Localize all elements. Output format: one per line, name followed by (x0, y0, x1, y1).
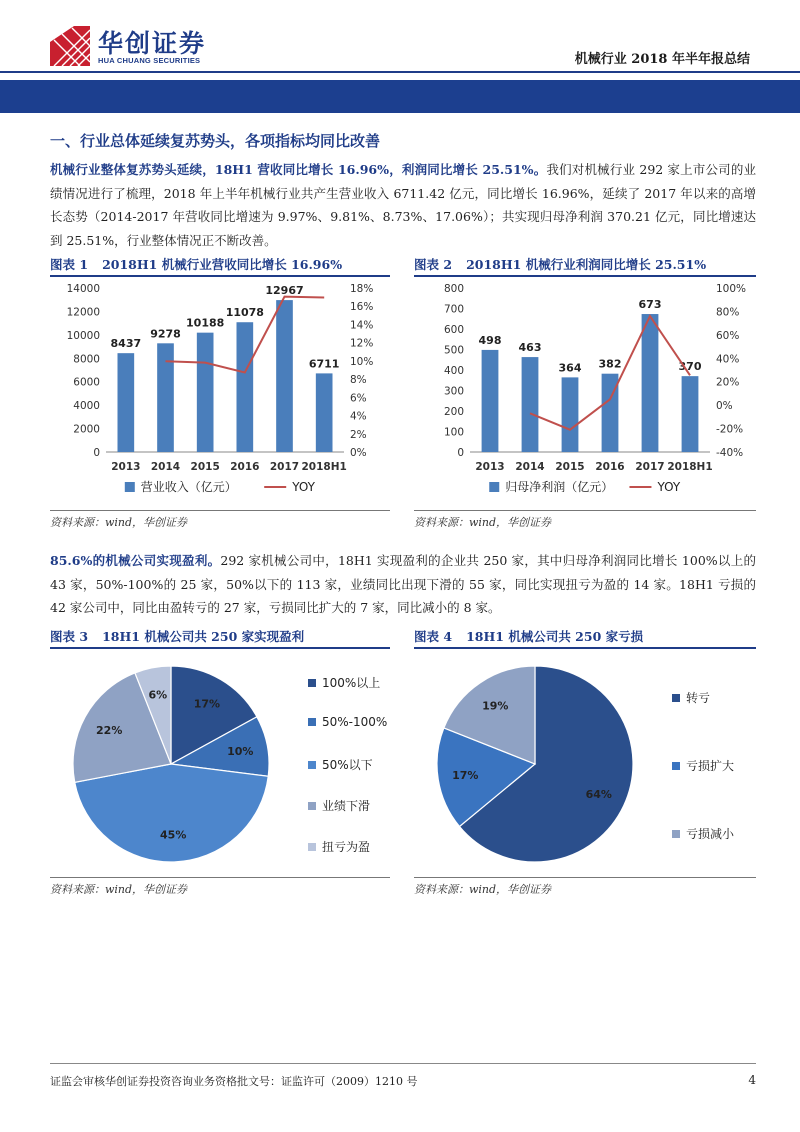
profit-data-label: 370 (678, 360, 702, 374)
profit-distribution-pie (50, 652, 290, 872)
profit-bar (482, 350, 499, 452)
profit-y-tick: 200 (443, 406, 464, 418)
revenue-y-tick: 4000 (73, 400, 100, 413)
revenue-y2-tick: 18% (350, 283, 374, 295)
revenue-bar (237, 322, 254, 452)
profit-y2-tick: -20% (716, 423, 744, 436)
profit-pie-legend-swatch (308, 843, 316, 851)
profit-pie-legend-swatch (308, 802, 316, 810)
profit-legend-bar-label: 归母净利润（亿元） (505, 480, 614, 494)
profit-bar (682, 376, 699, 452)
profit-x-tick: 2014 (515, 461, 545, 473)
profit-pie-legend-label: 50%-100% (322, 715, 388, 729)
revenue-y2-tick: 12% (350, 337, 374, 350)
revenue-y-tick: 12000 (66, 306, 100, 319)
loss-pie-legend-item (672, 689, 710, 706)
profit-y-tick: 700 (443, 303, 464, 316)
paragraph-body: 292 家机械公司中，18H1 实现盈利的企业共 250 家，其中归母净利润同比增长 100%以上的 43 家，50%-100%的 25 家，50%以下的 113 家，业绩同比出现下滑的 55 家，同比实现扭亏为盈的 14 家。18H1 亏损的 42 家公司中，同比由盈转亏的 27 家，亏损同比扩大的 7 家，同比减小的 8 家。 (50, 553, 756, 616)
figure-2-source-rule (414, 510, 756, 511)
figure-4-number: 图表 4 (414, 629, 453, 644)
figure-2-rule (414, 275, 756, 277)
revenue-y2-tick: 10% (350, 355, 374, 368)
profit-pie-legend-swatch (308, 718, 316, 726)
profit-data-label: 498 (478, 333, 502, 347)
paragraph-lead: 85.6%的机械公司实现盈利。 (50, 553, 221, 568)
figure-4-rule (414, 647, 756, 649)
page-number: 4 (748, 1073, 756, 1087)
revenue-bar (316, 373, 333, 452)
loss-pie-legend-label: 亏损减小 (686, 827, 735, 841)
figure-1-source: 资料来源：wind，华创证券 (50, 516, 188, 529)
profit-y-tick: 100 (443, 426, 464, 439)
loss-pie-legend-item (672, 825, 734, 842)
report-name: 机械行业 2018 年半年报总结 (574, 52, 750, 67)
profit-pie-legend-label: 扭亏为盈 (322, 840, 371, 854)
profit-chart (414, 278, 756, 506)
profit-pie-legend-swatch (308, 761, 316, 769)
revenue-y-tick: 8000 (73, 353, 100, 366)
profit-bar (642, 314, 659, 452)
footer-license: 证监会审核华创证券投资咨询业务资格批文号：证监许可（2009）1210 号 (50, 1075, 418, 1088)
profit-pie-slice-label: 22% (96, 724, 123, 737)
page-header (0, 0, 800, 112)
paragraph-body: 我们对机械行业 292 家上市公司的业绩情况进行了梳理，2018 年上半年机械行业共产生营业收入 6711.42 亿元，同比增长 16.96%，延续了 2017 年以来的高增长态势（2014-2017 年营收同比增速为 9.97%、9.81%、8.73%、17.06%）；共实现归母净利润 370.21 亿元，同比增速达到 25.51%，行业整体情况正不断改善。 (50, 162, 757, 248)
revenue-legend-line-label: YOY (292, 480, 315, 494)
profit-pie-legend-label: 100%以上 (322, 676, 381, 690)
profit-x-tick: 2017 (635, 461, 665, 473)
footer-divider (50, 1063, 756, 1064)
figure-4-title (414, 627, 657, 645)
profit-x-tick: 2013 (475, 461, 505, 473)
loss-pie-slice-label: 17% (452, 769, 479, 782)
figure-3-number: 图表 3 (50, 629, 89, 644)
profit-y-tick: 800 (443, 283, 464, 295)
profit-legend-line-label: YOY (657, 480, 681, 494)
profit-pie-legend-item (308, 715, 387, 729)
revenue-data-label: 6711 (308, 357, 340, 371)
figure-2-caption: 2018H1 机械行业利润同比增长 25.51% (466, 257, 707, 272)
figure-2-number: 图表 2 (414, 257, 453, 272)
revenue-bar (118, 353, 135, 452)
figure-3-rule (50, 647, 390, 649)
profit-bar (522, 357, 539, 452)
profit-y2-tick: 40% (716, 353, 740, 366)
figure-1-title (50, 255, 356, 273)
figure-4-source-rule (414, 877, 756, 878)
profit-pie-slice-label: 6% (148, 688, 168, 702)
loss-pie-legend-label: 转亏 (686, 691, 711, 705)
revenue-legend-bar-label: 营业收入（亿元） (140, 480, 237, 494)
profit-y2-tick: -40% (716, 447, 744, 459)
profit-data-label: 463 (518, 341, 542, 355)
figure-2-source: 资料来源：wind，华创证券 (414, 516, 552, 529)
profit-pie-legend-item (308, 674, 380, 691)
figure-4-caption: 18H1 机械公司共 250 家亏损 (466, 629, 644, 644)
paragraph-revenue-profit (50, 158, 756, 252)
loss-pie-slice-label: 64% (585, 788, 612, 801)
revenue-bar (276, 300, 293, 452)
profit-y-tick: 0 (457, 447, 464, 459)
revenue-y-tick: 6000 (73, 376, 100, 389)
company-logo (50, 22, 210, 70)
profit-pie-legend-item (308, 797, 370, 814)
figure-1-number: 图表 1 (50, 257, 89, 272)
profit-y-tick: 400 (443, 365, 464, 377)
revenue-data-label: 12967 (265, 284, 304, 298)
revenue-y2-tick: 4% (350, 410, 367, 423)
profit-y2-tick: 60% (716, 329, 740, 342)
revenue-y2-tick: 2% (350, 428, 367, 441)
revenue-y-tick: 0 (93, 447, 100, 459)
revenue-y-tick: 14000 (66, 283, 100, 295)
profit-y2-tick: 100% (716, 283, 747, 295)
revenue-data-label: 11078 (225, 306, 264, 320)
revenue-x-tick: 2017 (269, 461, 300, 473)
paragraph-profitability (50, 549, 756, 620)
paragraph-lead: 机械行业整体复苏势头延续，18H1 营收同比增长 16.96%，利润同比增长 25.51%。 (50, 162, 547, 177)
figure-1-source-rule (50, 510, 390, 511)
loss-pie-legend-swatch (672, 762, 680, 770)
revenue-x-tick: 2014 (150, 461, 181, 473)
revenue-data-label: 9278 (150, 327, 181, 341)
profit-data-label: 673 (638, 298, 662, 312)
revenue-x-tick: 2016 (230, 461, 260, 473)
loss-pie-legend-swatch (672, 694, 680, 702)
profit-x-tick: 2018H1 (667, 461, 713, 473)
header-band (0, 80, 800, 113)
figure-3-source-rule (50, 877, 390, 878)
revenue-y2-tick: 6% (350, 392, 367, 405)
logo-mark-icon (50, 26, 90, 66)
profit-x-tick: 2015 (555, 461, 585, 473)
profit-pie-legend-swatch (308, 679, 316, 687)
logo-english-name: HUA CHUANG SECURITIES (98, 56, 201, 65)
revenue-y-tick: 10000 (66, 329, 100, 342)
revenue-bar (157, 343, 174, 452)
section-title: 一、行业总体延续复苏势头，各项指标均同比改善 (50, 132, 381, 150)
figure-3-source: 资料来源：wind，华创证券 (50, 883, 188, 896)
profit-pie-slice (75, 764, 268, 862)
profit-pie-slice-label: 10% (227, 744, 254, 758)
figure-1-caption: 2018H1 机械行业营收同比增长 16.96% (102, 257, 343, 272)
revenue-y2-tick: 8% (350, 374, 367, 387)
loss-pie-legend-swatch (672, 830, 680, 838)
revenue-data-label: 10188 (186, 316, 225, 330)
figure-2-title (414, 255, 720, 273)
figure-3-title (50, 627, 318, 645)
logo-chinese-name: 华创证券 (98, 29, 207, 58)
loss-pie-legend-label: 亏损扩大 (686, 759, 735, 773)
profit-bar (562, 377, 579, 452)
revenue-y-tick: 2000 (73, 423, 100, 436)
profit-pie-legend-label: 50%以下 (322, 758, 373, 772)
profit-y2-tick: 20% (716, 376, 740, 389)
revenue-x-tick: 2013 (111, 461, 141, 473)
profit-data-label: 382 (598, 357, 622, 371)
profit-legend-bar-swatch (489, 482, 499, 492)
profit-pie-slice-label: 17% (193, 697, 221, 711)
figure-3-caption: 18H1 机械公司共 250 家实现盈利 (102, 629, 305, 644)
profit-x-tick: 2016 (595, 461, 625, 473)
profit-data-label: 364 (558, 361, 582, 375)
profit-y2-tick: 80% (716, 306, 740, 319)
revenue-data-label: 8437 (110, 337, 142, 351)
revenue-x-tick: 2015 (190, 461, 220, 473)
figure-4-source: 资料来源：wind，华创证券 (414, 883, 552, 896)
loss-pie-legend-item (672, 757, 734, 774)
revenue-y2-tick: 14% (350, 319, 374, 332)
revenue-y2-tick: 16% (350, 301, 374, 314)
revenue-chart (50, 278, 390, 506)
profit-y2-tick: 0% (716, 400, 733, 413)
profit-pie-legend-item (308, 838, 370, 855)
header-divider (0, 71, 800, 73)
revenue-legend-bar-swatch (125, 482, 135, 492)
profit-pie-legend-item (308, 756, 373, 773)
loss-distribution-pie (414, 652, 654, 872)
revenue-x-tick: 2018H1 (301, 461, 347, 473)
revenue-y2-tick: 0% (350, 447, 367, 459)
profit-pie-slice-label: 45% (160, 828, 187, 842)
revenue-bar (197, 333, 214, 452)
loss-pie-slice-label: 19% (482, 699, 509, 713)
profit-y-tick: 500 (443, 344, 464, 357)
profit-y-tick: 600 (443, 324, 464, 336)
profit-y-tick: 300 (443, 385, 464, 398)
figure-1-rule (50, 275, 390, 277)
profit-pie-legend-label: 业绩下滑 (322, 799, 371, 813)
